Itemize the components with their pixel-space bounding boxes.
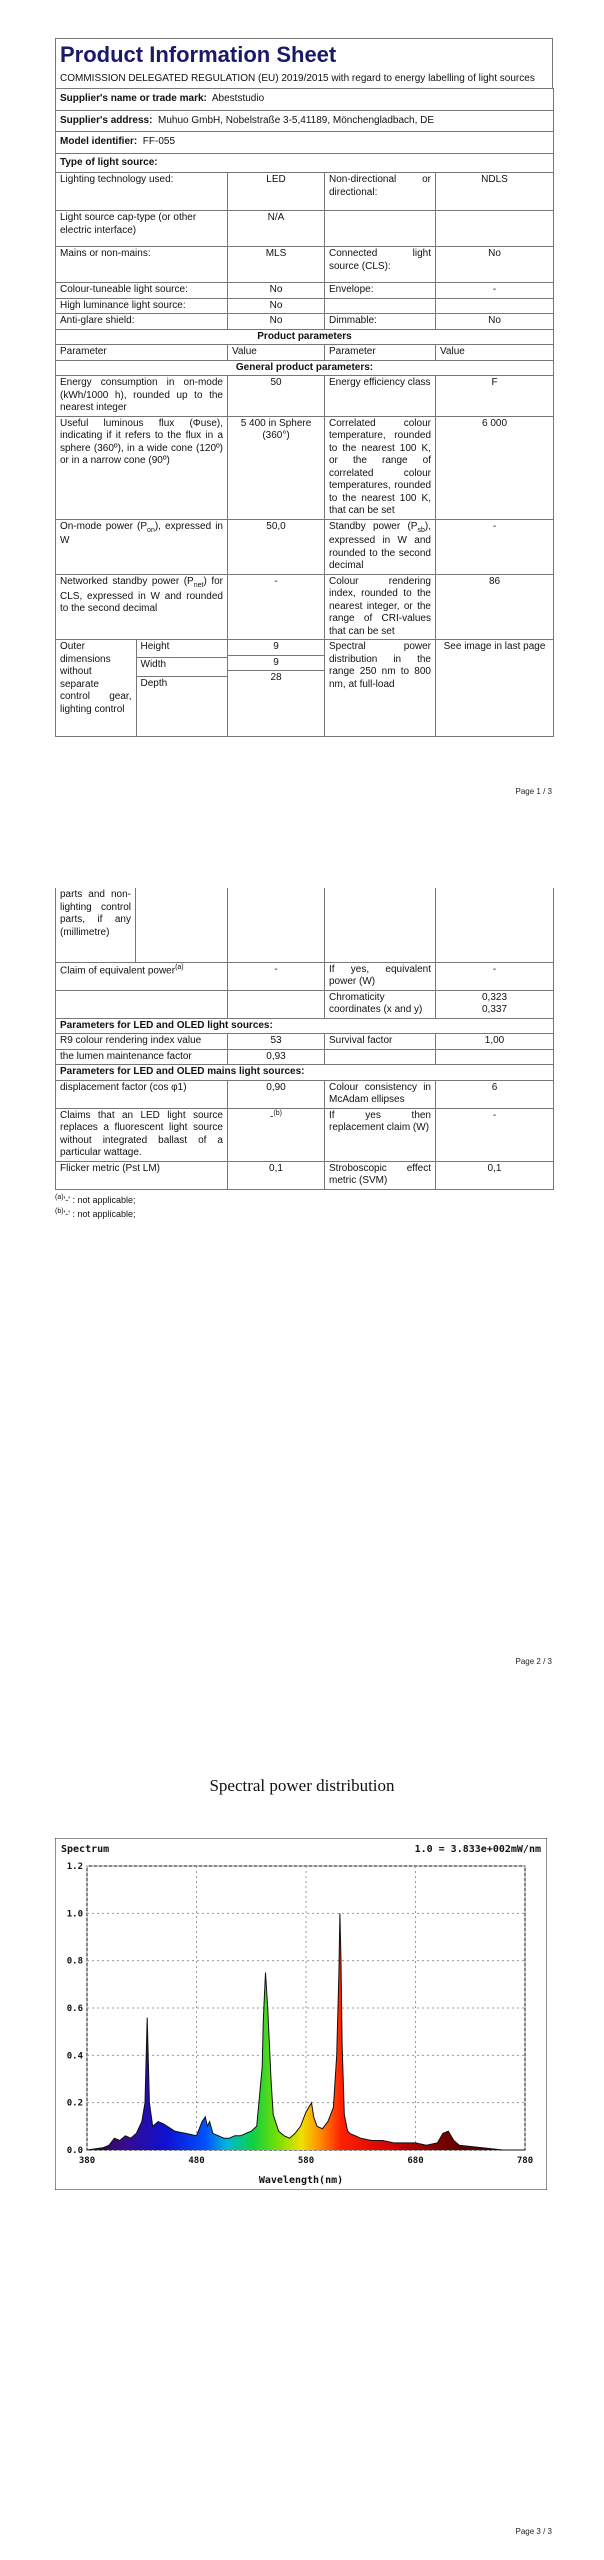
flicker-row xyxy=(56,1161,554,1189)
x-tick-label: 780 xyxy=(516,2156,534,2166)
onmode-power-label: On-mode power $(P_{on})$, expressed in W xyxy=(56,519,228,574)
width-label: Width xyxy=(136,658,227,676)
displacement-factor-value: 0,90 xyxy=(228,1080,325,1108)
type-value: No xyxy=(436,247,554,283)
x-tick-label: 680 xyxy=(407,2156,424,2166)
mains-heading: Parameters for LED and OLED mains light sources: xyxy=(56,1065,554,1081)
efficiency-class-value: F xyxy=(436,376,554,417)
equivalent-power-yes-value: - xyxy=(436,962,554,990)
cri-label: Colour rendering index, rounded to the nearest integer, or the range of CRI-values that can be set xyxy=(325,574,436,640)
flux-row xyxy=(56,416,554,519)
col-header-parameter: Parameter xyxy=(325,345,436,361)
survival-factor-value: 1,00 xyxy=(436,1034,554,1050)
y-tick-label: 1.0 xyxy=(66,1909,83,1920)
page-1 xyxy=(55,38,553,737)
type-label: Connected light source (CLS): xyxy=(325,247,436,283)
empty-cell xyxy=(325,1049,436,1065)
spd-value: See image in last page xyxy=(436,640,554,737)
y-tick-label: 0.6 xyxy=(66,2004,83,2014)
mains-heading-row xyxy=(56,1065,554,1081)
column-header-row xyxy=(56,345,554,361)
empty-cell xyxy=(436,1049,554,1065)
product-parameters-heading: Product parameters xyxy=(56,329,554,345)
lumen-maintenance-row xyxy=(56,1049,554,1065)
type-heading-row xyxy=(56,153,554,173)
y-tick-label: 0.8 xyxy=(66,1956,83,1967)
type-label: Light source cap-type (or other electric interface) xyxy=(56,211,228,247)
chromaticity-x: 0,323 xyxy=(481,991,508,1003)
type-label: Envelope: xyxy=(325,283,436,299)
claims-row xyxy=(56,1108,554,1161)
standby-power-value: - xyxy=(436,519,554,574)
type-value xyxy=(436,211,554,247)
type-label: Dimmable: xyxy=(325,314,436,330)
regulation-text: COMMISSION DELEGATED REGULATION (EU) 2019/2015 with regard to energy labelling of light sources xyxy=(55,71,553,89)
type-row xyxy=(56,314,554,330)
chart-xlabel: Wavelength(nm) xyxy=(258,2175,344,2186)
lumen-maintenance-value: 0,93 xyxy=(228,1049,325,1065)
type-row xyxy=(56,211,554,247)
footnote: $^{(b)}$'-' : not applicable; xyxy=(55,1207,136,1219)
spectral-chart xyxy=(55,1838,547,2190)
dimensions-empty-cell xyxy=(436,888,554,962)
product-parameters-heading-row xyxy=(56,329,554,345)
dimensions-empty-cell xyxy=(136,888,228,962)
page-number: Page 2 / 3 xyxy=(515,1657,552,1666)
led-heading: Parameters for LED and OLED light sources: xyxy=(56,1018,554,1034)
type-value: No xyxy=(228,298,325,314)
standby-power-label: Standby power $(P_{sb})$, expressed in W and rounded to the second decimal xyxy=(325,519,436,574)
cct-value: 6 000 xyxy=(436,416,554,519)
macadam-value: 6 xyxy=(436,1080,554,1108)
dimensions-values-cell xyxy=(228,640,325,737)
chromaticity-values xyxy=(436,990,554,1018)
chromaticity-label: Chromaticity coordinates (x and y) xyxy=(325,990,436,1018)
type-value: - xyxy=(436,283,554,299)
col-header-value: Value xyxy=(228,345,325,361)
type-heading: Type of light source: xyxy=(56,153,554,173)
type-label: Non-directional or directional: xyxy=(325,173,436,211)
networked-standby-label: Networked standby power $(P_{net})$ for CLS, expressed in W and rounded to the second decimal xyxy=(56,574,228,640)
spd-label: Spectral power distribution in the range 250 nm to 800 nm, at full-load xyxy=(325,640,436,737)
energy-row xyxy=(56,376,554,417)
lumen-maintenance-label: the lumen maintenance factor xyxy=(56,1049,228,1065)
type-label xyxy=(325,298,436,314)
model-value: FF-055 xyxy=(142,136,176,147)
macadam-label: Colour consistency in McAdam ellipses xyxy=(325,1080,436,1108)
type-value: MLS xyxy=(228,247,325,283)
svm-label: Stroboscopic effect metric (SVM) xyxy=(325,1161,436,1189)
chart-ylabel: Spectrum xyxy=(61,1844,110,1855)
type-value: N/A xyxy=(228,211,325,247)
luminous-flux-label: Useful luminous flux (Φuse), indicating if it refers to the flux in a sphere (360º), in a wide cone (120º) or in a narrow cone (90º) xyxy=(56,416,228,519)
survival-factor-label: Survival factor xyxy=(325,1034,436,1050)
type-label: Lighting technology used: xyxy=(56,173,228,211)
cri-value: 86 xyxy=(436,574,554,640)
footnote: $^{(a)}$'-' : not applicable; xyxy=(55,1193,136,1205)
type-value xyxy=(436,298,554,314)
replacement-claim-value: - xyxy=(436,1108,554,1161)
chart-scale-label: 1.0 = 3.833e+002mW/nm xyxy=(414,1844,541,1855)
dimensions-label: Outer dimensions without separate control gear, lighting control xyxy=(56,640,136,736)
chromaticity-y: 0,337 xyxy=(481,1004,508,1015)
type-row xyxy=(56,247,554,283)
depth-value: 28 xyxy=(270,672,282,684)
networked-row xyxy=(56,574,554,640)
dimensions-empty-cell xyxy=(325,888,436,962)
general-heading: General product parameters: xyxy=(56,360,554,376)
y-tick-label: 1.2 xyxy=(66,1862,83,1872)
col-header-parameter: Parameter xyxy=(56,345,228,361)
energy-consumption-value: 50 xyxy=(228,376,325,417)
r9-row xyxy=(56,1034,554,1050)
depth-label: Depth xyxy=(140,677,168,689)
type-label xyxy=(325,211,436,247)
y-tick-label: 0.0 xyxy=(66,2146,83,2156)
model-label: Model identifier: xyxy=(60,136,138,147)
address-label: Supplier's address: xyxy=(60,114,153,126)
type-row xyxy=(56,173,554,211)
page-title: Product Information Sheet xyxy=(60,42,337,67)
width-value: 9 xyxy=(228,656,324,672)
x-tick-label: 380 xyxy=(78,2156,96,2166)
col-header-value: Value xyxy=(436,345,554,361)
height-value: 9 xyxy=(228,640,324,656)
equivalent-power-value: - xyxy=(228,962,325,990)
onmode-power-value: 50,0 xyxy=(228,519,325,574)
chart-title: Spectral power distribution xyxy=(209,1776,395,1795)
y-tick-label: 0.2 xyxy=(66,2098,83,2109)
x-tick-label: 580 xyxy=(297,2156,315,2166)
info-table-page-2 xyxy=(55,888,554,1190)
general-heading-row xyxy=(56,360,554,376)
dimensions-continued-row xyxy=(56,888,554,962)
page-number: Page 3 / 3 xyxy=(515,2527,552,2536)
chromaticity-empty-cell xyxy=(228,990,325,1018)
height-label: Height xyxy=(136,640,227,658)
supplier-label: Supplier's name or trade mark: xyxy=(60,93,207,104)
x-tick-label: 480 xyxy=(188,2156,205,2166)
type-value: No xyxy=(228,283,325,299)
equivalent-power-yes-label: If yes, equivalent power (W) xyxy=(325,962,436,990)
type-label: High luminance light source: xyxy=(56,298,228,314)
address-value: Muhuo GmbH, Nobelstraße 3-5,41189, Mönchengladbach, DE xyxy=(157,114,435,126)
y-tick-label: 0.4 xyxy=(66,2051,83,2062)
svm-value: 0,1 xyxy=(436,1161,554,1189)
cct-label: Correlated colour temperature, rounded to the nearest 100 K, or the range of correlated colour temperatures, rounded to the nearest 100 K, that can be set xyxy=(325,416,436,519)
address-row xyxy=(56,110,554,132)
claims-label: Claims that an LED light source replaces a fluorescent light source without integrated ballast of a particular wattage. xyxy=(56,1108,228,1161)
spectral-chart-svg xyxy=(55,1838,547,2190)
equivalent-power-label: Claim of equivalent power$^{(a)}$ xyxy=(56,962,228,990)
networked-standby-value: - xyxy=(228,574,325,640)
type-value: No xyxy=(228,314,325,330)
model-row xyxy=(56,132,554,154)
power-row xyxy=(56,519,554,574)
displacement-factor-label: displacement factor (cos φ1) xyxy=(56,1080,228,1108)
dimensions-label-continued: parts and non-lighting control parts, if any (millimetre) xyxy=(56,888,136,962)
supplier-row xyxy=(56,89,554,111)
type-row xyxy=(56,283,554,299)
type-label: Anti-glare shield: xyxy=(56,314,228,330)
chromaticity-empty-cell xyxy=(56,990,228,1018)
page-number: Page 1 / 3 xyxy=(515,787,552,796)
dimensions-row xyxy=(56,640,554,737)
flicker-label: Flicker metric (Pst LM) xyxy=(56,1161,228,1189)
luminous-flux-value: 5 400 in Sphere (360°) xyxy=(228,416,325,519)
dimensions-empty-cell xyxy=(228,888,325,962)
replacement-claim-label: If yes then replacement claim (W) xyxy=(325,1108,436,1161)
type-row xyxy=(56,298,554,314)
dimensions-subtable xyxy=(56,640,227,736)
r9-value: 53 xyxy=(228,1034,325,1050)
page-2 xyxy=(55,888,553,1220)
type-value: No xyxy=(436,314,554,330)
claims-value: -$^{(b)}$ xyxy=(228,1108,325,1161)
type-value: NDLS xyxy=(436,173,554,211)
title-row xyxy=(55,38,553,71)
efficiency-class-label: Energy efficiency class xyxy=(325,376,436,417)
info-table-page-1 xyxy=(55,88,554,737)
dimensions-cell xyxy=(56,640,228,737)
r9-label: R9 colour rendering index value xyxy=(56,1034,228,1050)
supplier-value: Abeststudio xyxy=(211,93,265,104)
displacement-row xyxy=(56,1080,554,1108)
type-label: Colour-tuneable light source: xyxy=(56,283,228,299)
led-heading-row xyxy=(56,1018,554,1034)
type-value: LED xyxy=(228,173,325,211)
energy-consumption-label: Energy consumption in on-mode (kWh/1000 h), rounded up to the nearest integer xyxy=(56,376,228,417)
equivalent-power-row xyxy=(56,962,554,990)
type-label: Mains or non-mains: xyxy=(56,247,228,283)
flicker-value: 0,1 xyxy=(228,1161,325,1189)
chromaticity-row xyxy=(56,990,554,1018)
